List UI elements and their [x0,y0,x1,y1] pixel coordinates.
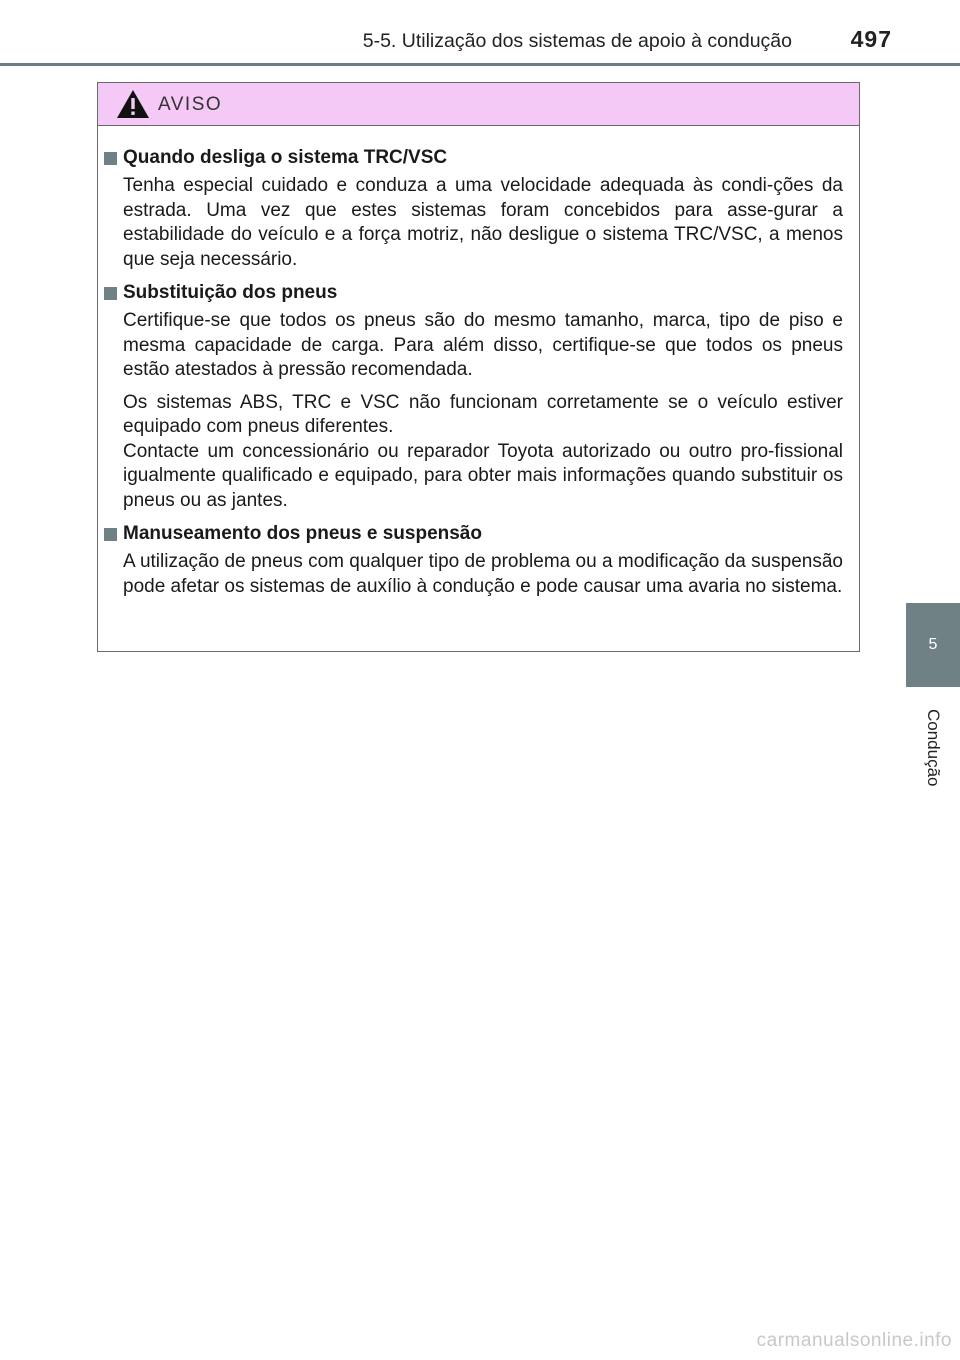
page-header [0,0,960,66]
warning-header [98,83,859,126]
section-heading-text: Substituição dos pneus [123,282,338,303]
paragraph: Contacte um concessionário ou reparador Toyota autorizado ou outro pro-fissional igualmente qualificado e equipado, para obter mais informações quando substituir os pneus ou as jantes. [123,440,843,511]
paragraph: A utilização de pneus com qualquer tipo de problema ou a modificação da suspensão pode afetar os sistemas de auxílio à condução e pode causar uma avaria no sistema. [123,551,843,597]
section-tyre-replacement [104,281,843,513]
warning-triangle-icon [116,89,150,119]
chapter-tab [906,603,960,687]
section-heading [104,281,843,305]
page-number: 497 [850,26,892,52]
header-divider [0,63,960,66]
section-tyre-handling [104,522,843,599]
chapter-number: 5 [928,636,938,653]
section-trc-vsc [104,146,843,272]
square-bullet-icon [104,287,117,300]
warning-content [98,126,859,599]
paragraph: Tenha especial cuidado e conduza a uma velocidade adequada às condi-ções da estrada. Uma vez que estes sistemas foram concebidos para asse-gurar a estabilidade do veículo e a força motriz, não desligue o sistema TRC/VSC, a menos que seja necessário. [123,175,843,270]
chapter-label-text: Condução [924,709,943,787]
square-bullet-icon [104,528,117,541]
warning-title: AVISO [158,94,223,115]
warning-box [97,82,860,652]
watermark: carmanualsonline.info [756,1330,952,1351]
chapter-label [920,700,946,796]
section-heading [104,522,843,546]
section-heading [104,146,843,170]
section-heading-text: Manuseamento dos pneus e suspensão [123,523,482,544]
paragraph: Os sistemas ABS, TRC e VSC não funcionam corretamente se o veículo estiver equipado com pneus diferentes. [123,391,843,437]
paragraph: Certifique-se que todos os pneus são do mesmo tamanho, marca, tipo de piso e mesma capacidade de carga. Para além disso, certifique-se que todos os pneus estão atestados à pressão recomendada. [123,310,843,380]
section-heading-text: Quando desliga o sistema TRC/VSC [123,147,448,168]
section-title: 5-5. Utilização dos sistemas de apoio à condução [362,30,792,52]
square-bullet-icon [104,152,117,165]
